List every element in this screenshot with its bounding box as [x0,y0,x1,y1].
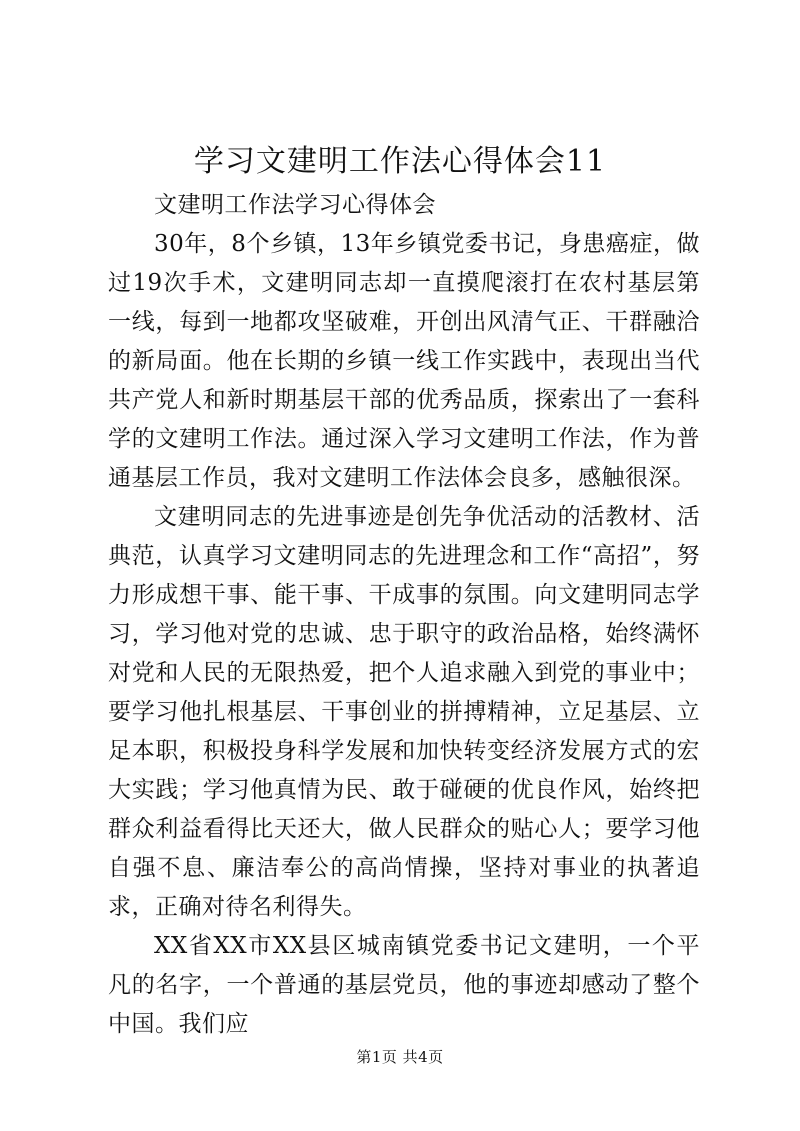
subtitle-paragraph: 文建明工作法学习心得体会 [154,192,436,218]
document-body [108,186,700,1044]
body-paragraph: XX省XX市XX县区城南镇党委书记文建明，一个平凡的名字，一个普通的基层党员，他的事迹却感动了整个中国。我们应 [108,933,700,1037]
document-title: 学习文建明工作法心得体会11 [193,144,607,179]
page-number-footer: 第1页 共4页 [356,1048,444,1066]
body-paragraph: 30年，8个乡镇，13年乡镇党委书记，身患癌症，做过19次手术，文建明同志却一直摸爬滚打在农村基层第一线，每到一地都攻坚破难，开创出风清气正、干群融洽的新局面。他在长期的乡镇一线工作实践中，表现出当代共产党人和新时期基层干部的优秀品质，探索出了一套科学的文建明工作法。通过深入学习文建明工作法，作为普通基层工作员，我对文建明工作法体会良多，感触很深。 [108,231,700,491]
body-paragraph: 文建明同志的先进事迹是创先争优活动的活教材、活典范，认真学习文建明同志的先进理念和工作“高招”，努力形成想干事、能干事、干成事的氛围。向文建明同志学习，学习他对党的忠诚、忠于职守的政治品格，始终满怀对党和人民的无限热爱，把个人追求融入到党的事业中；要学习他扎根基层、干事创业的拼搏精神，立足基层、立足本职，积极投身科学发展和加快转变经济发展方式的宏大实践；学习他真情为民、敢于碰硬的优良作风，始终把群众利益看得比天还大，做人民群众的贴心人；要学习他自强不息、廉洁奉公的高尚情操，坚持对事业的执著追求，正确对待名利得失。 [108,504,700,920]
